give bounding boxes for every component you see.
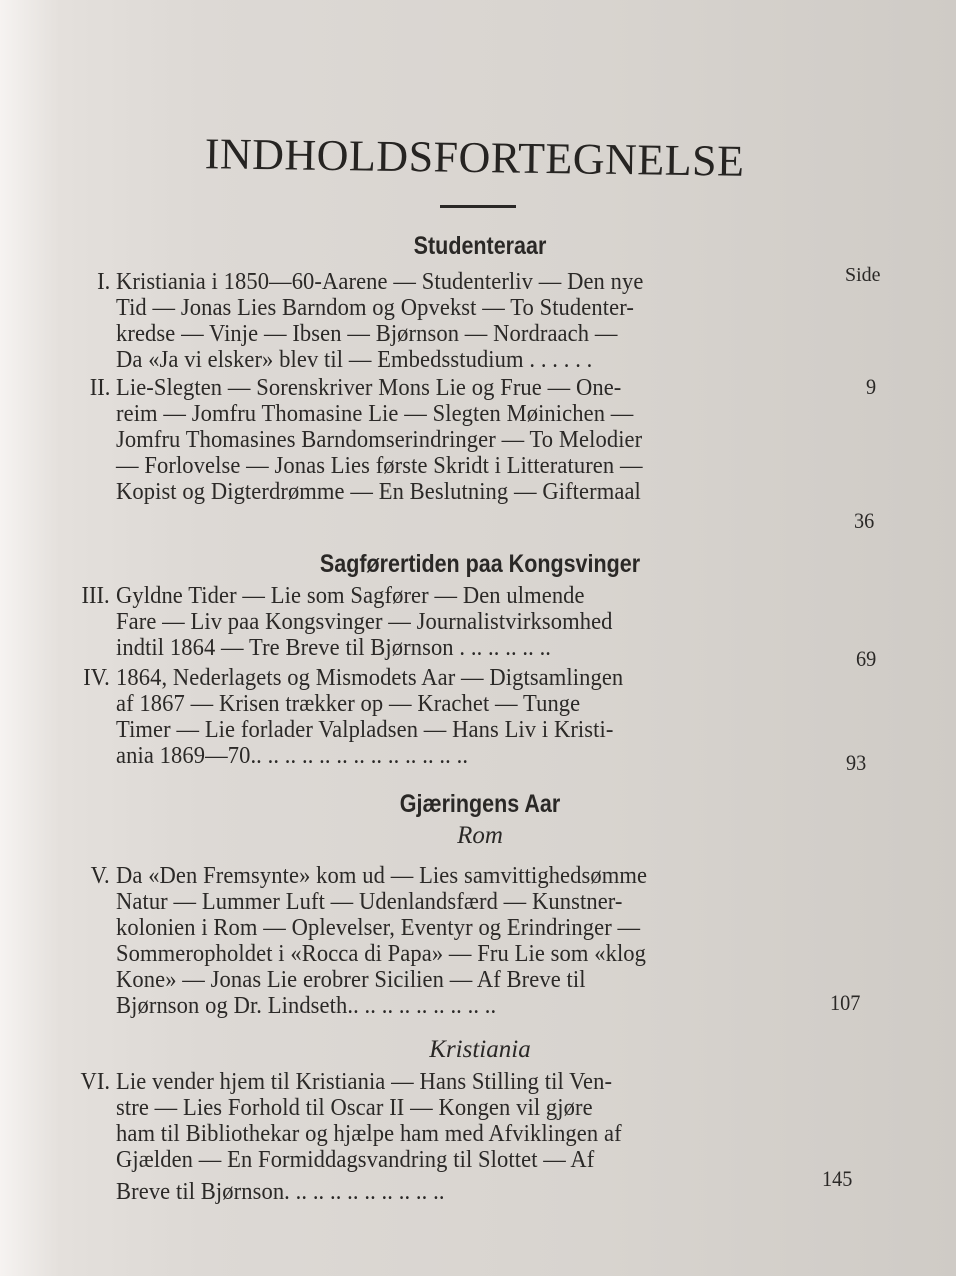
entry-line: Lie vender hjem til Kristiania — Hans Stilling til Ven- — [116, 1068, 613, 1095]
entry-line: Bjørnson og Dr. Lindseth.. .. .. .. .. .. .. .. .. — [116, 992, 497, 1019]
page-number: 145 — [822, 1166, 853, 1191]
chapter-numeral: II. — [89, 374, 110, 401]
title-rule-divider — [440, 205, 516, 208]
entry-line: 1864, Nederlagets og Mismodets Aar — Digtsamlingen — [116, 664, 624, 691]
entry-line: kredse — Vinje — Ibsen — Bjørnson — Nordraach — — [116, 320, 618, 347]
entry-line: Lie-Slegten — Sorenskriver Mons Lie og Frue — One- — [116, 374, 622, 401]
entry-line: af 1867 — Krisen trækker op — Krachet — Tunge — [116, 690, 581, 717]
entry-line: Breve til Bjørnson. .. .. .. .. .. .. .. .. .. — [116, 1178, 445, 1205]
entry-line: — Forlovelse — Jonas Lies første Skridt i Litteraturen — — [116, 452, 643, 479]
chapter-numeral: IV. — [83, 664, 110, 691]
entry-line: Jomfru Thomasines Barndomserindringer — To Melodier — [116, 426, 643, 453]
entry-line: Tid — Jonas Lies Barndom og Opvekst — To Studenter- — [116, 294, 634, 321]
entry-line: Fare — Liv paa Kongsvinger — Journalistvirksomhed — [116, 608, 613, 635]
part-heading-sagforertiden: Sagførertiden paa Kongsvinger — [319, 550, 641, 578]
entry-line: stre — Lies Forhold til Oscar II — Kongen vil gjøre — [116, 1094, 593, 1121]
entry-line: reim — Jomfru Thomasine Lie — Slegten Møinichen — — [116, 400, 634, 427]
entry-line: Timer — Lie forlader Valpladsen — Hans Liv i Kristi- — [116, 716, 614, 743]
page-number: 36 — [854, 508, 875, 533]
page-title: INDHOLDSFORTEGNELSE — [204, 129, 745, 186]
entry-line: ania 1869—70.. .. .. .. .. .. .. .. .. .. .. .. .. — [116, 742, 469, 769]
entry-line: Kone» — Jonas Lie erobrer Sicilien — Af Breve til — [116, 966, 586, 993]
part-heading-gjaeringens-aar: Gjæringens Aar — [399, 790, 561, 818]
entry-line: Da «Den Fremsynte» kom ud — Lies samvittighedsømme — [116, 862, 648, 889]
subheading-kristiania: Kristiania — [429, 1036, 531, 1063]
entry-line: ham til Bibliothekar og hjælpe ham med Afviklingen af — [116, 1120, 622, 1147]
chapter-numeral: III. — [81, 582, 110, 609]
entry-line: Natur — Lummer Luft — Udenlandsfærd — Kunstner- — [116, 888, 623, 915]
side-column-label: Side — [845, 264, 881, 286]
entry-line: Kristiania i 1850—60-Aarene — Studenterliv — Den nye — [116, 268, 644, 295]
subheading-rom: Rom — [457, 822, 503, 849]
chapter-numeral: VI. — [80, 1068, 110, 1095]
chapter-numeral: V. — [90, 862, 110, 889]
entry-line: Da «Ja vi elsker» blev til — Embedsstudium . . . . . . — [116, 346, 593, 373]
page-number: 69 — [856, 646, 877, 671]
part-heading-studenteraar: Studenteraar — [413, 232, 547, 260]
entry-line: Kopist og Digterdrømme — En Beslutning — Giftermaal — [116, 478, 641, 505]
chapter-numeral: I. — [96, 268, 110, 295]
page-number: 93 — [846, 750, 867, 775]
entry-line: kolonien i Rom — Oplevelser, Eventyr og Erindringer — — [116, 914, 641, 941]
page-number: 107 — [830, 990, 861, 1015]
entry-line: Gyldne Tider — Lie som Sagfører — Den ulmende — [116, 582, 585, 609]
entry-line: indtil 1864 — Tre Breve til Bjørnson . .. .. .. .. .. — [116, 634, 552, 661]
entry-line: Gjælden — En Formiddagsvandring til Slottet — Af — [116, 1146, 595, 1173]
page-number: 9 — [866, 374, 877, 399]
entry-line: Sommeropholdet i «Rocca di Papa» — Fru Lie som «klog — [116, 940, 647, 967]
